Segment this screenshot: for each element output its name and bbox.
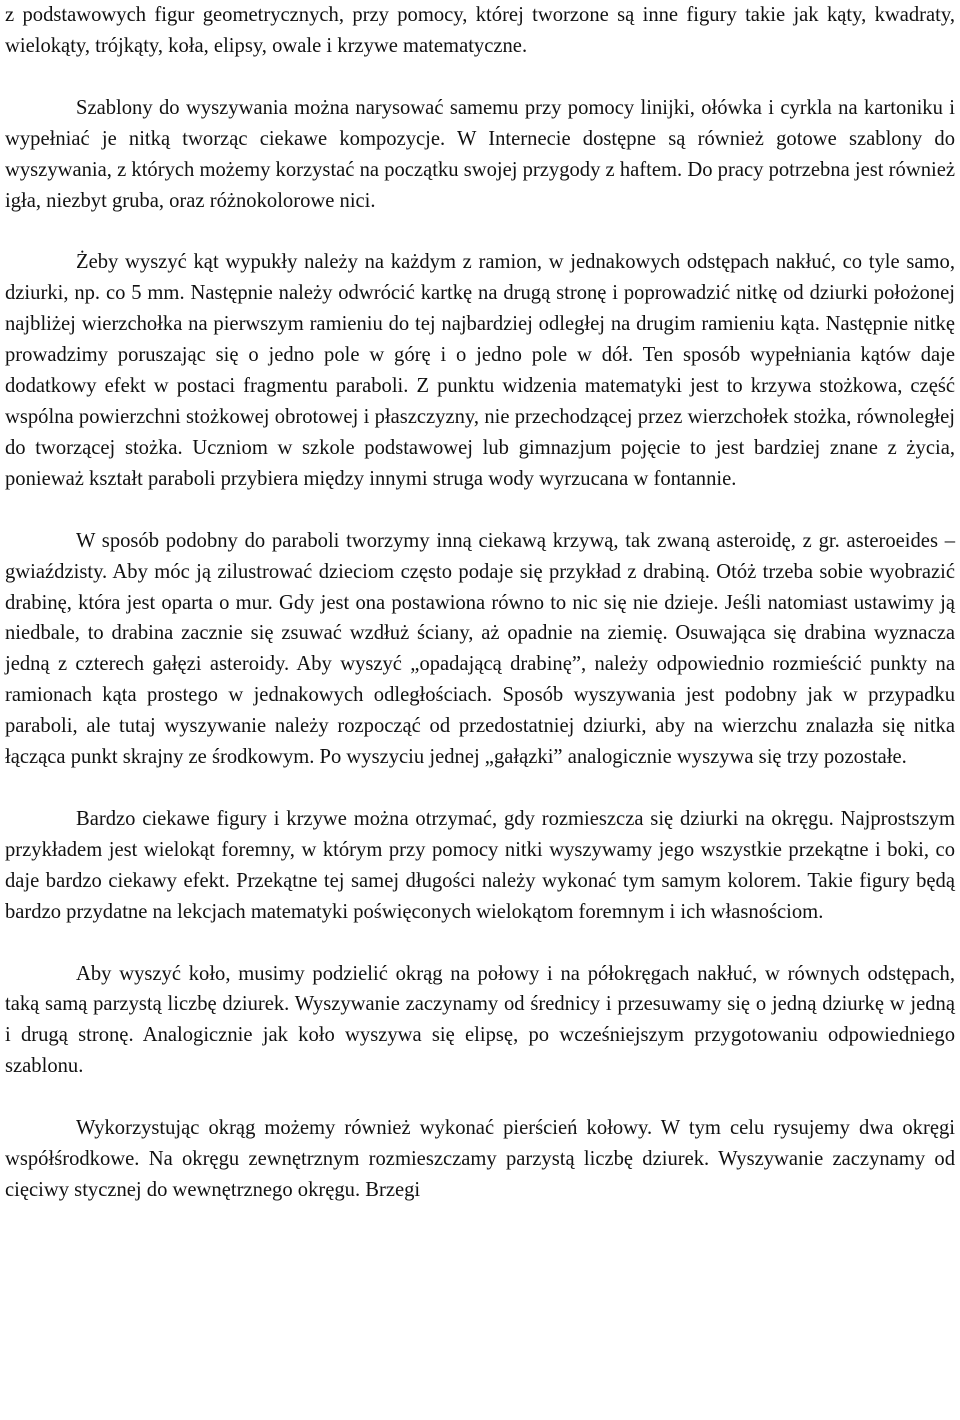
paragraph-5: Bardzo ciekawe figury i krzywe można otrzymać, gdy rozmieszcza się dziurki na okręgu. Najprostszym przykładem jest wielokąt foremny, w którym przy pomocy nitki wyszywamy jego wszystkie przekątne i boki, co daje bardzo ciekawy efekt. Przekątne tej samej długości należy wykonać tym samym kolorem. Takie figury będą bardzo przydatne na lekcjach matematyki poświęconych wielokątom foremnym i ich własnościom.	[5, 807, 955, 923]
paragraph-1: z podstawowych figur geometrycznych, przy pomocy, której tworzone są inne figury takie jak kąty, kwadraty, wielokąty, trójkąty, koła, elipsy, owale i krzywe matematyczne.	[5, 4, 955, 57]
document-page	[5, 0, 955, 1237]
paragraph-7: Wykorzystując okrąg możemy również wykonać pierścień kołowy. W tym celu rysujemy dwa okręgi współśrodkowe. Na okręgu zewnętrznym rozmieszczamy parzystą liczbę dziurek. Wyszywanie zaczynamy od cięciwy stycznej do wewnętrznego okręgu. Brzegi	[5, 1117, 955, 1201]
paragraph-3: Żeby wyszyć kąt wypukły należy na każdym z ramion, w jednakowych odstępach nakłuć, co tyle samo, dziurki, np. co 5 mm. Następnie należy odwrócić kartkę na drugą stronę i poprowadzić nitkę od dziurki położonej najbliżej wierzchołka na pierwszym ramieniu do tej najbardziej odległej na drugim ramieniu kąta. Następnie nitkę prowadzimy poruszając się o jedno pole w górę i o jedno pole w dół. Ten sposób wypełniania kątów daje dodatkowy efekt w postaci fragmentu paraboli. Z punktu widzenia matematyki jest to krzywa stożkowa, część wspólna powierzchni stożkowej obrotowej i płaszczyzny, nie przechodzącej przez wierzchołek stożka, równoległej do tworzącej stożka. Uczniom w szkole podstawowej lub gimnazjum pojęcie to jest bardziej znane z życia, ponieważ kształt paraboli przybiera między innymi struga wody wyrzucana w fontannie.	[5, 251, 955, 490]
paragraph-6: Aby wyszyć koło, musimy podzielić okrąg na połowy i na półokręgach nakłuć, w równych odstępach, taką samą parzystą liczbę dziurek. Wyszywanie zaczynamy od średnicy i przesuwamy się o jedną dziurkę w jedną i drugą stronę. Analogicznie jak koło wyszywa się elipsę, po wcześniejszym przygotowaniu odpowiedniego szablonu.	[5, 962, 955, 1078]
paragraph-4: W sposób podobny do paraboli tworzymy inną ciekawą krzywą, tak zwaną asteroidę, z gr. asteroeides – gwiaździsty. Aby móc ją zilustrować dzieciom często podaje się przykład z drabiną. Otóż trzeba sobie wyobrazić drabinę, która jest oparta o mur. Gdy jest ona postawiona równo to nic się nie dzieje. Jeśli natomiast ustawimy ją niedbale, to drabina zacznie się zsuwać wzdłuż ściany, aż opadnie na ziemię. Osuwająca się drabina wyznacza jedną z czterech gałęzi asteroidy. Aby wyszyć „opadającą drabinę”, należy odpowiednio rozmieścić punkty na ramionach kąta prostego w jednakowych odległościach. Sposób wyszywania jest podobny jak w przypadku paraboli, ale tutaj wyszywanie należy rozpocząć od przedostatniej dziurki, aby na wierzchu znalazła się nitka łącząca punkt skrajny ze środkowym. Po wyszyciu jednej „gałązki” analogicznie wyszywa się trzy pozostałe.	[5, 529, 955, 769]
paragraph-2: Szablony do wyszywania można narysować samemu przy pomocy linijki, ołówka i cyrkla na kartoniku i wypełniać je nitką tworząc ciekawe kompozycje. W Internecie dostępne są również gotowe szablony do wyszywania, z których możemy korzystać na początku swojej przygody z haftem. Do pracy potrzebna jest również igła, niezbyt gruba, oraz różnokolorowe nici.	[5, 96, 955, 212]
